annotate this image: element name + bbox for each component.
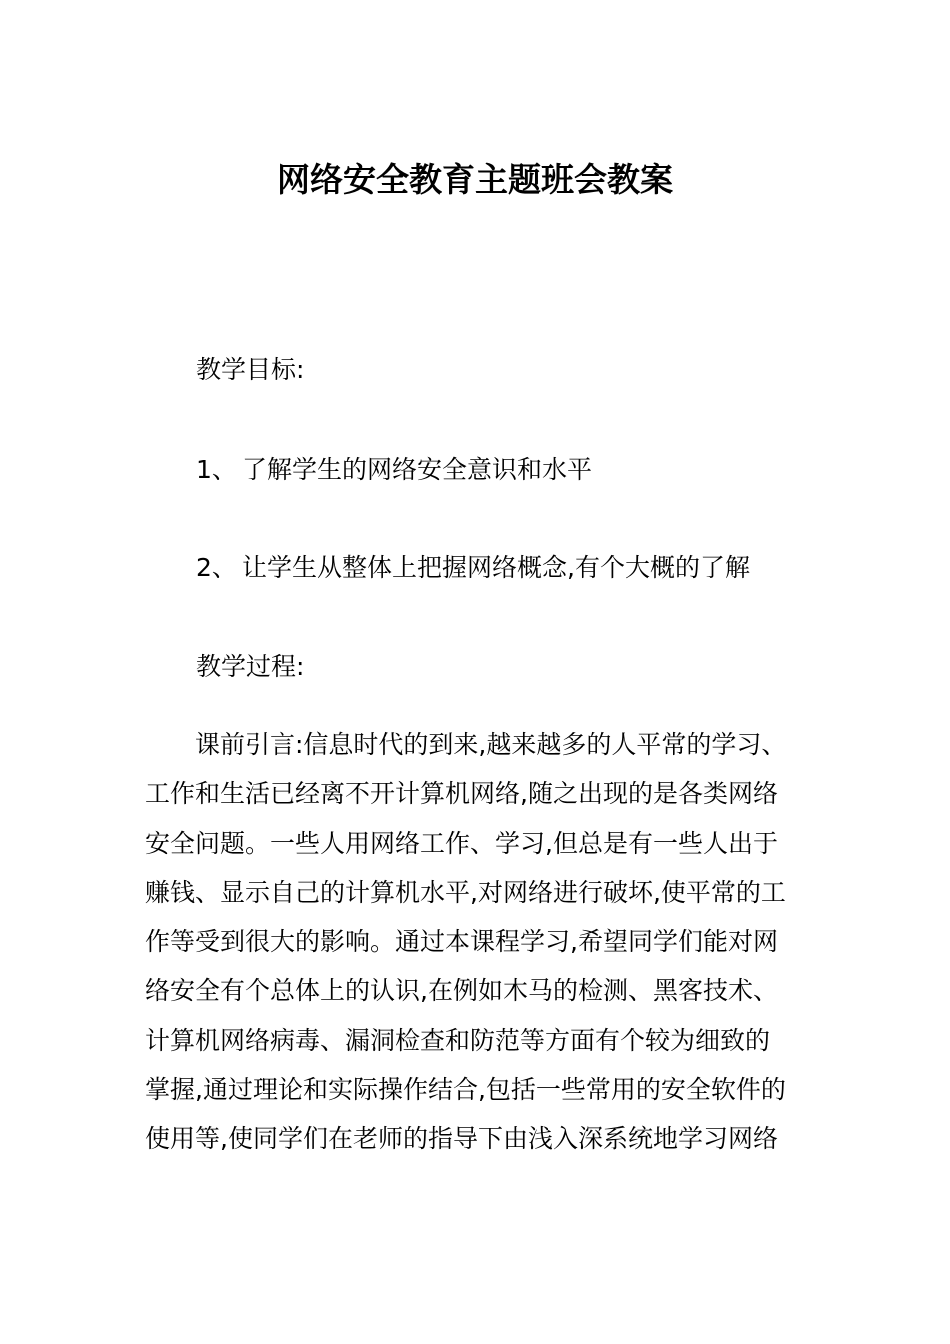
paragraph-line: 计算机网络病毒、漏洞检查和防范等方面有个较为细致的 — [145, 1025, 771, 1055]
paragraph-line: 络安全有个总体上的认识,在例如木马的检测、黑客技术、 — [145, 976, 778, 1006]
objective-item-2 — [196, 548, 750, 588]
objective-item-1 — [196, 450, 592, 490]
process-heading: 教学过程: — [196, 652, 305, 681]
paragraph-line: 赚钱、显示自己的计算机水平,对网络进行破坏,使平常的工 — [145, 877, 786, 907]
paragraph-line: 掌握,通过理论和实际操作结合,包括一些常用的安全软件的 — [145, 1075, 786, 1105]
paragraph-line: 工作和生活已经离不开计算机网络,随之出现的是各类网络 — [145, 779, 778, 809]
intro-paragraph — [145, 720, 811, 1164]
paragraph-line: 作等受到很大的影响。通过本课程学习,希望同学们能对网 — [145, 927, 778, 957]
objectives-heading: 教学目标: — [196, 355, 305, 384]
paragraph-line: 使用等,使同学们在老师的指导下由浅入深系统地学习网络 — [145, 1124, 778, 1154]
document-title: 网络安全教育主题班会教案 — [277, 160, 673, 199]
objective-text: 让学生从整体上把握网络概念,有个大概的了解 — [242, 553, 750, 582]
objective-text: 了解学生的网络安全意识和水平 — [242, 455, 593, 484]
paragraph-line: 课前引言:信息时代的到来,越来越多的人平常的学习、 — [145, 730, 787, 759]
objective-number: 1、 — [196, 455, 237, 484]
objective-number: 2、 — [196, 553, 237, 582]
paragraph-line: 安全问题。一些人用网络工作、学习,但总是有一些人出于 — [145, 828, 778, 858]
